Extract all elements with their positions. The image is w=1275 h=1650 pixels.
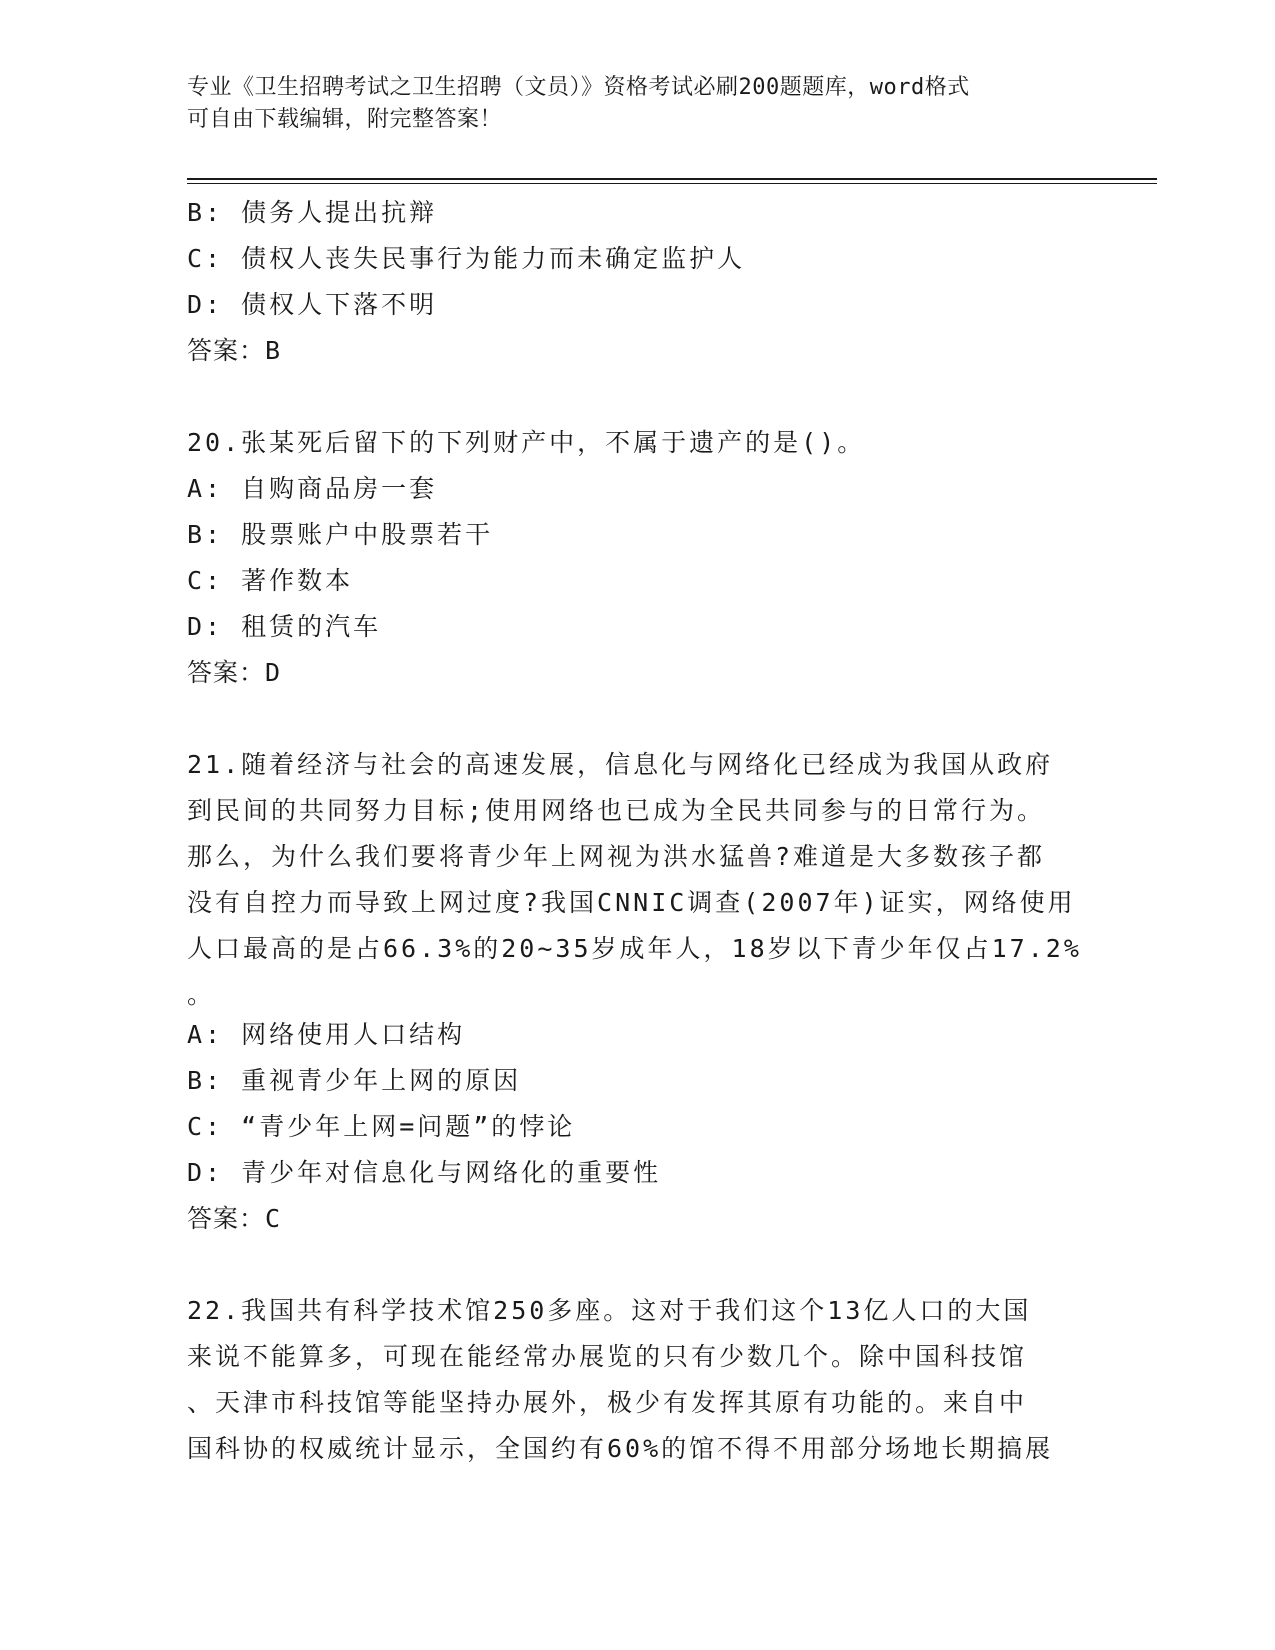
header-divider-thin: [187, 183, 1157, 184]
q21-answer: 答案：C: [187, 1204, 282, 1233]
q20-option-c: C: 著作数本: [187, 566, 354, 595]
q19-answer: 答案：B: [187, 336, 282, 365]
q19-option-d: D: 债权人下落不明: [187, 290, 438, 319]
q21-option-a: A: 网络使用人口结构: [187, 1020, 466, 1049]
q22-stem-line: 22.我国共有科学技术馆250多座。这对于我们这个13亿人口的大国: [187, 1296, 1032, 1325]
q21-option-b: B: 重视青少年上网的原因: [187, 1066, 522, 1095]
q22-stem-line: 来说不能算多，可现在能经常办展览的只有少数几个。除中国科技馆: [187, 1342, 1028, 1371]
q22-stem-line: 国科协的权威统计显示，全国约有60%的馆不得不用部分场地长期搞展: [187, 1434, 1054, 1463]
q19-option-b: B: 债务人提出抗辩: [187, 198, 438, 227]
q22-stem-line: 、天津市科技馆等能坚持办展外，极少有发挥其原有功能的。来自中: [187, 1388, 1028, 1417]
spacer: [187, 374, 1087, 420]
q20-option-b: B: 股票账户中股票若干: [187, 520, 494, 549]
q22-stem: [187, 1288, 1087, 1472]
header-divider-thick: [187, 178, 1157, 180]
q21-stem-line: 那么，为什么我们要将青少年上网视为洪水猛兽?难道是大多数孩子都: [187, 842, 1046, 871]
q21-stem-line: 人口最高的是占66.3%的20~35岁成年人，18岁以下青少年仅占17.2%: [187, 934, 1082, 963]
header-title-line-1: 专业《卫生招聘考试之卫生招聘（文员）》资格考试必刷200题题库，word格式: [187, 75, 970, 100]
q21-option-d: D: 青少年对信息化与网络化的重要性: [187, 1158, 662, 1187]
q19-option-c: C: 债权人丧失民事行为能力而未确定监护人: [187, 244, 746, 273]
q20-answer: 答案：D: [187, 658, 282, 687]
q21-stem-line: 没有自控力而导致上网过度?我国CNNIC调查(2007年)证实，网络使用: [187, 888, 1076, 917]
q21-stem: [187, 742, 1087, 1012]
q21-stem-line: 。: [187, 980, 216, 1009]
page-header: [187, 72, 1067, 136]
q20-option-a: A: 自购商品房一套: [187, 474, 438, 503]
q21-stem-line: 到民间的共同努力目标;使用网络也已成为全民共同参与的日常行为。: [187, 796, 1046, 825]
spacer: [187, 696, 1087, 742]
q20-stem: 20.张某死后留下的下列财产中，不属于遗产的是()。: [187, 428, 866, 457]
q21-option-c: C: “青少年上网=问题”的悖论: [187, 1112, 576, 1141]
header-title-line-2: 可自由下载编辑，附完整答案！: [187, 107, 503, 132]
question-content: [187, 190, 1087, 1472]
spacer: [187, 1242, 1087, 1288]
q21-stem-line: 21.随着经济与社会的高速发展，信息化与网络化已经成为我国从政府: [187, 750, 1054, 779]
q20-option-d: D: 租赁的汽车: [187, 612, 382, 641]
